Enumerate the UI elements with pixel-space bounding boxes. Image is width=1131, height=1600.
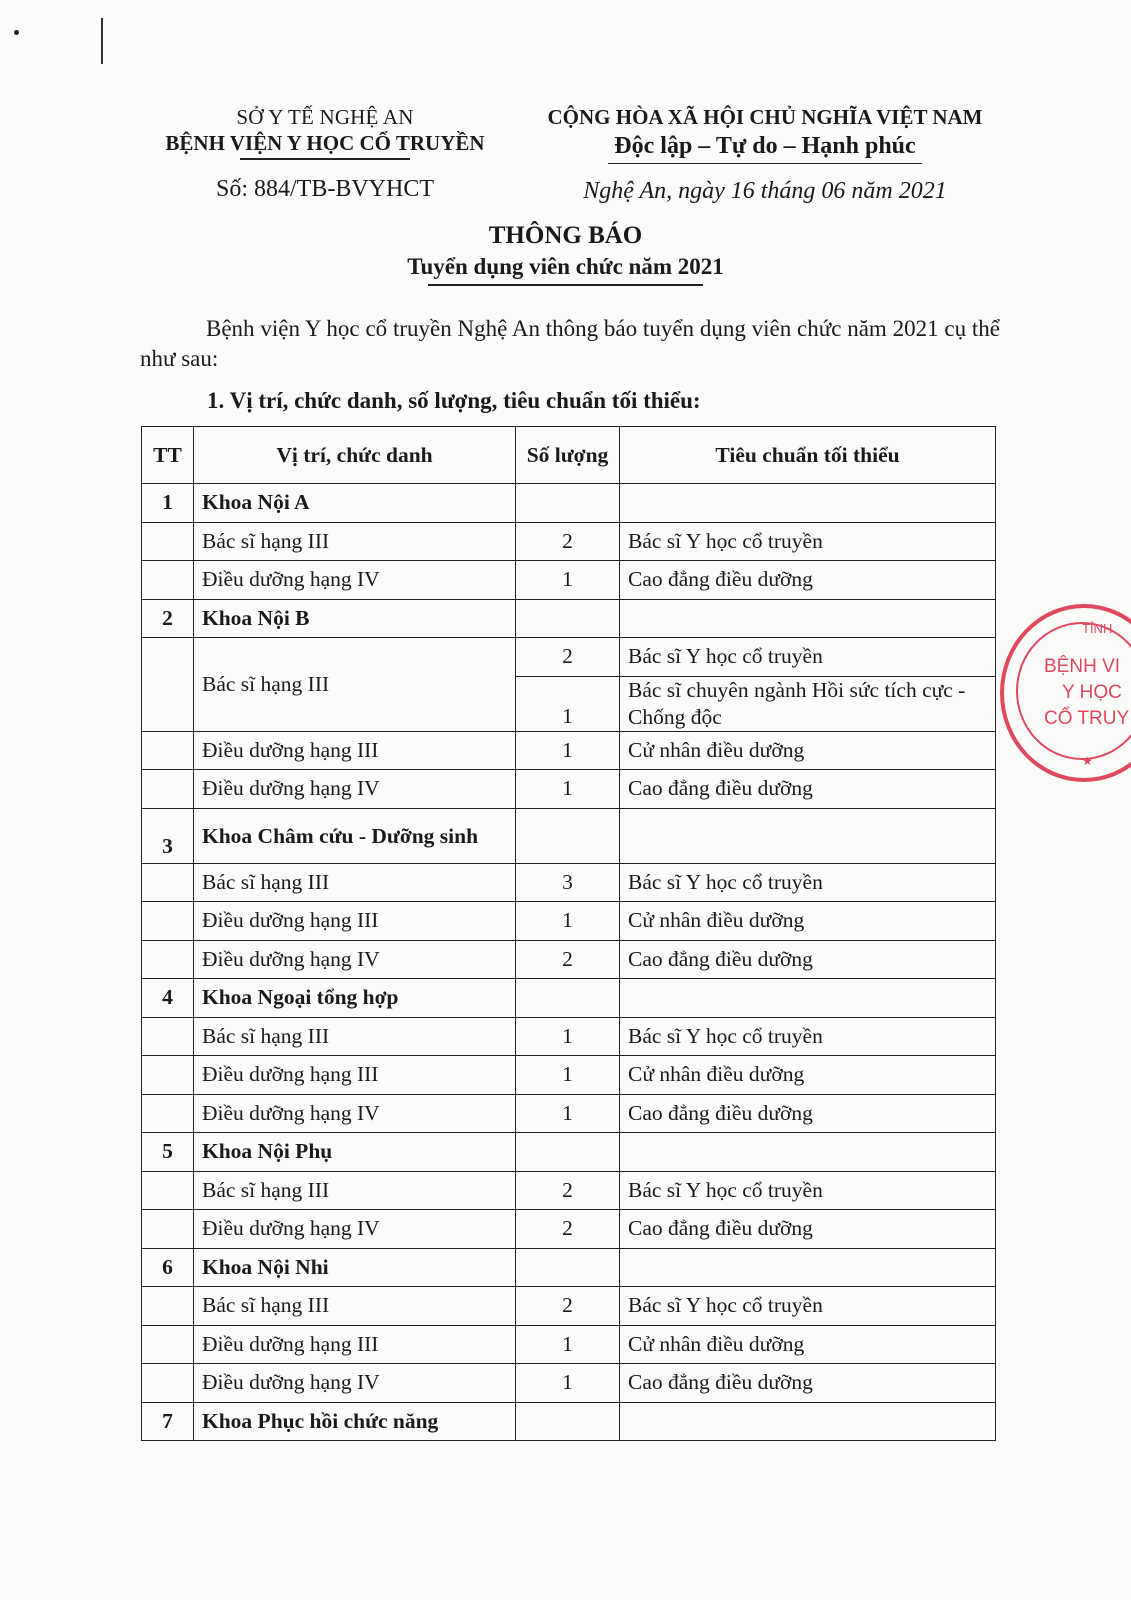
document-number: Số: 884/TB-BVYHCT xyxy=(215,175,434,202)
dept-number: 2 xyxy=(142,599,194,638)
qty-cell: 1 xyxy=(516,770,620,809)
qty-cell: 2 xyxy=(516,940,620,979)
standard-cell: Cử nhân điều dưỡng xyxy=(620,1056,996,1095)
qty-cell: 1 xyxy=(516,1325,620,1364)
table-row xyxy=(142,1017,996,1056)
table-row xyxy=(142,561,996,600)
header-left-rule xyxy=(240,158,410,160)
header-right xyxy=(515,104,1015,205)
table-row xyxy=(142,1171,996,1210)
seal-star-icon: ★ xyxy=(1082,754,1093,768)
standard-cell: Cử nhân điều dưỡng xyxy=(620,1325,996,1364)
qty-cell: 1 xyxy=(516,676,620,731)
position-cell: Bác sĩ hạng III xyxy=(194,638,516,732)
dept-row xyxy=(142,979,996,1018)
qty-cell: 2 xyxy=(516,1210,620,1249)
scan-speck xyxy=(14,30,19,35)
seal-line-3: CỔ TRUY xyxy=(1044,708,1130,729)
dept-name: Khoa Châm cứu - Dưỡng sinh xyxy=(194,808,516,863)
standard-cell: Bác sĩ Y học cổ truyền xyxy=(620,638,996,677)
dept-number: 6 xyxy=(142,1248,194,1287)
table-row xyxy=(142,522,996,561)
header-qty: Số lượng xyxy=(516,427,620,484)
doc-title: THÔNG BÁO xyxy=(488,222,643,249)
position-cell: Bác sĩ hạng III xyxy=(194,863,516,902)
position-cell: Điều dưỡng hạng IV xyxy=(194,1094,516,1133)
position-cell: Điều dưỡng hạng IV xyxy=(194,940,516,979)
country-name: CỘNG HÒA XÃ HỘI CHỦ NGHĨA VIỆT NAM xyxy=(547,105,983,129)
dept-name: Khoa Phục hồi chức năng xyxy=(194,1402,516,1441)
table-row xyxy=(142,1325,996,1364)
qty-cell: 2 xyxy=(516,522,620,561)
recruitment-table xyxy=(141,426,996,1441)
position-cell: Bác sĩ hạng III xyxy=(194,1171,516,1210)
dept-number: 3 xyxy=(142,808,194,863)
seal-line-1: BỆNH VI xyxy=(1044,656,1121,677)
qty-cell: 1 xyxy=(516,1364,620,1403)
position-cell: Điều dưỡng hạng III xyxy=(194,1056,516,1095)
table-row xyxy=(142,638,996,677)
seal-top-text: TỈNH xyxy=(1082,621,1113,636)
table-row xyxy=(142,1364,996,1403)
margin-mark xyxy=(101,18,103,64)
standard-cell: Cử nhân điều dưỡng xyxy=(620,731,996,770)
standard-cell: Bác sĩ Y học cổ truyền xyxy=(620,1171,996,1210)
position-cell: Điều dưỡng hạng III xyxy=(194,902,516,941)
doc-subtitle-text: Tuyển dụng viên chức năm 2021 xyxy=(407,254,724,279)
standard-cell: Cao đẳng điều dưỡng xyxy=(620,940,996,979)
standard-cell: Cử nhân điều dưỡng xyxy=(620,902,996,941)
seal-line-2: Y HỌC xyxy=(1062,682,1122,703)
standard-cell: Bác sĩ Y học cổ truyền xyxy=(620,1017,996,1056)
dept-row xyxy=(142,1133,996,1172)
dept-name: Khoa Nội Nhi xyxy=(194,1248,516,1287)
table-row xyxy=(142,940,996,979)
dept-row xyxy=(142,1248,996,1287)
intro-paragraph: Bệnh viện Y học cổ truyền Nghệ An thông báo tuyển dụng viên chức năm 2021 cụ thể như sau: xyxy=(140,316,1000,371)
dept-number: 7 xyxy=(142,1402,194,1441)
dept-name: Khoa Nội Phụ xyxy=(194,1133,516,1172)
table-row xyxy=(142,770,996,809)
subtitle-rule xyxy=(428,284,703,286)
position-cell: Điều dưỡng hạng III xyxy=(194,1325,516,1364)
qty-cell: 2 xyxy=(516,1287,620,1326)
dept-row xyxy=(142,599,996,638)
qty-cell: 1 xyxy=(516,1056,620,1095)
table-row xyxy=(142,731,996,770)
table-header-row xyxy=(142,427,996,484)
table-row xyxy=(142,1210,996,1249)
standard-cell: Bác sĩ Y học cổ truyền xyxy=(620,863,996,902)
position-cell: Điều dưỡng hạng IV xyxy=(194,770,516,809)
dept-row xyxy=(142,808,996,863)
table-row xyxy=(142,1094,996,1133)
document-date: Nghệ An, ngày 16 tháng 06 năm 2021 xyxy=(583,178,947,204)
standard-cell: Bác sĩ Y học cổ truyền xyxy=(620,1287,996,1326)
qty-cell: 1 xyxy=(516,1094,620,1133)
standard-cell: Cao đẳng điều dưỡng xyxy=(620,1364,996,1403)
position-cell: Bác sĩ hạng III xyxy=(194,1287,516,1326)
standard-cell: Bác sĩ chuyên ngành Hồi sức tích cực - Chống độc xyxy=(620,676,996,731)
standard-cell: Cao đẳng điều dưỡng xyxy=(620,770,996,809)
header-left xyxy=(140,104,510,202)
position-cell: Điều dưỡng hạng III xyxy=(194,731,516,770)
dept-number: 4 xyxy=(142,979,194,1018)
doc-subtitle xyxy=(0,254,1131,286)
position-cell: Điều dưỡng hạng IV xyxy=(194,1210,516,1249)
table-row xyxy=(142,863,996,902)
position-cell: Điều dưỡng hạng IV xyxy=(194,561,516,600)
national-motto: Độc lập – Tự do – Hạnh phúc xyxy=(608,130,921,164)
table-row xyxy=(142,1287,996,1326)
position-cell: Điều dưỡng hạng IV xyxy=(194,1364,516,1403)
position-cell: Bác sĩ hạng III xyxy=(194,522,516,561)
position-cell: Bác sĩ hạng III xyxy=(194,1017,516,1056)
dept-row xyxy=(142,484,996,523)
section-heading-1: 1. Vị trí, chức danh, số lượng, tiêu chuẩn tối thiểu: xyxy=(207,388,701,413)
standard-cell: Cao đẳng điều dưỡng xyxy=(620,1210,996,1249)
table-row xyxy=(142,1056,996,1095)
hospital-name: BỆNH VIỆN Y HỌC CỔ TRUYỀN xyxy=(165,131,485,155)
header-standard: Tiêu chuẩn tối thiểu xyxy=(620,427,996,484)
standard-cell: Cao đẳng điều dưỡng xyxy=(620,561,996,600)
qty-cell: 1 xyxy=(516,902,620,941)
org-name: SỞ Y TẾ NGHỆ AN xyxy=(236,105,414,129)
standard-cell: Cao đẳng điều dưỡng xyxy=(620,1094,996,1133)
qty-cell: 1 xyxy=(516,731,620,770)
dept-name: Khoa Nội A xyxy=(194,484,516,523)
qty-cell: 1 xyxy=(516,1017,620,1056)
qty-cell: 3 xyxy=(516,863,620,902)
dept-row xyxy=(142,1402,996,1441)
dept-name: Khoa Nội B xyxy=(194,599,516,638)
dept-number: 5 xyxy=(142,1133,194,1172)
dept-name: Khoa Ngoại tổng hợp xyxy=(194,979,516,1018)
header-position: Vị trí, chức danh xyxy=(194,427,516,484)
qty-cell: 1 xyxy=(516,561,620,600)
dept-number: 1 xyxy=(142,484,194,523)
qty-cell: 2 xyxy=(516,1171,620,1210)
standard-cell: Bác sĩ Y học cổ truyền xyxy=(620,522,996,561)
qty-cell: 2 xyxy=(516,638,620,677)
table-row xyxy=(142,902,996,941)
header-tt: TT xyxy=(142,427,194,484)
official-seal xyxy=(1000,604,1131,782)
